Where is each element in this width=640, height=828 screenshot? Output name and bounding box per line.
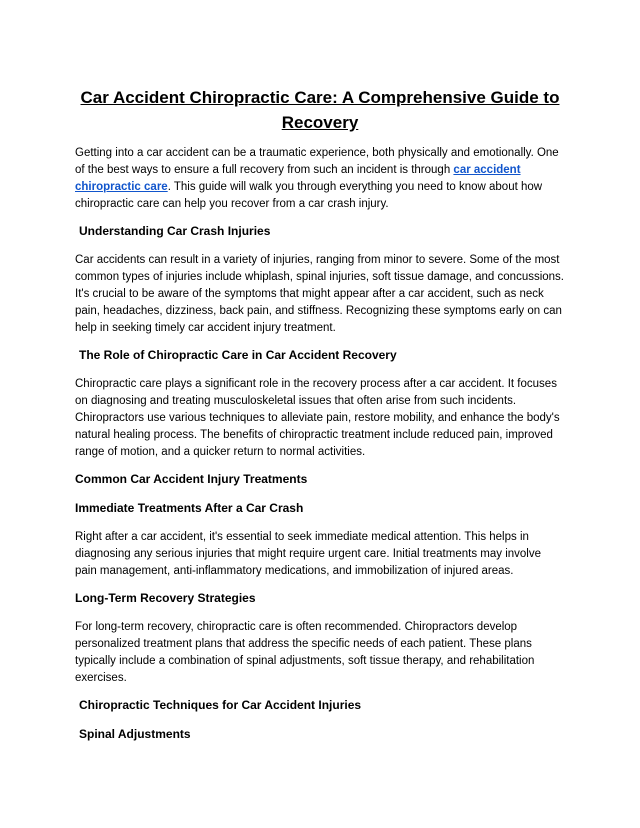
intro-text-after-link: . This guide will walk you through everything you need to know about how chiropractic care can help you recover from a car crash injury. xyxy=(75,181,543,210)
heading-immediate-treatments: Immediate Treatments After a Car Crash xyxy=(75,501,304,515)
intro-text-before-link: Getting into a car accident can be a traumatic experience, both physically and emotionally. One of the best ways to ensure a full recovery from such an incident is through xyxy=(75,147,559,176)
document-title: Car Accident Chiropractic Care: A Comprehensive Guide to Recovery xyxy=(80,88,560,132)
heading-chiropractic-techniques: Chiropractic Techniques for Car Accident Injuries xyxy=(79,698,362,712)
heading-understanding-car-crash-injuries: Understanding Car Crash Injuries xyxy=(79,224,271,238)
paragraph-immediate-treatments: Right after a car accident, it's essential to seek immediate medical attention. This helps in diagnosing any serious injuries that might require urgent care. Initial treatments may involve pain management, anti-inflammatory medications, and immobilization of injured areas. xyxy=(75,531,541,577)
paragraph-car-crash-injuries: Car accidents can result in a variety of injuries, ranging from minor to severe. Some of the most common types of injuries include whiplash, spinal injuries, soft tissue damage, and concussions. It's crucial to be aware of the symptoms that might appear after a car accident, such as neck pain, headaches, dizziness, back pain, and stiffness. Recognizing these symptoms early on can help in seeking timely car accident injury treatment. xyxy=(75,254,565,334)
car-accident-chiropractic-care-link[interactable]: car accident chiropractic care xyxy=(75,164,521,193)
paragraph-long-term-recovery: For long-term recovery, chiropractic care is often recommended. Chiropractors develop personalized treatment plans that address the specific needs of each patient. These plans typically include a combination of spinal adjustments, soft tissue therapy, and rehabilitation exercises. xyxy=(75,621,535,684)
heading-spinal-adjustments: Spinal Adjustments xyxy=(79,727,191,741)
heading-common-injury-treatments: Common Car Accident Injury Treatments xyxy=(75,472,308,486)
paragraph-role-of-chiropractic-care: Chiropractic care plays a significant role in the recovery process after a car accident. It focuses on diagnosing and treating musculoskeletal issues that often arise from such incidents. Chiropractors use various techniques to alleviate pain, restore mobility, and enhance the body's natural healing process. The benefits of chiropractic treatment include reduced pain, improved range of motion, and a quicker return to normal activities. xyxy=(75,378,560,458)
heading-role-of-chiropractic-care: The Role of Chiropractic Care in Car Accident Recovery xyxy=(79,348,397,362)
intro-paragraph xyxy=(75,145,565,213)
heading-long-term-recovery: Long-Term Recovery Strategies xyxy=(75,591,256,605)
